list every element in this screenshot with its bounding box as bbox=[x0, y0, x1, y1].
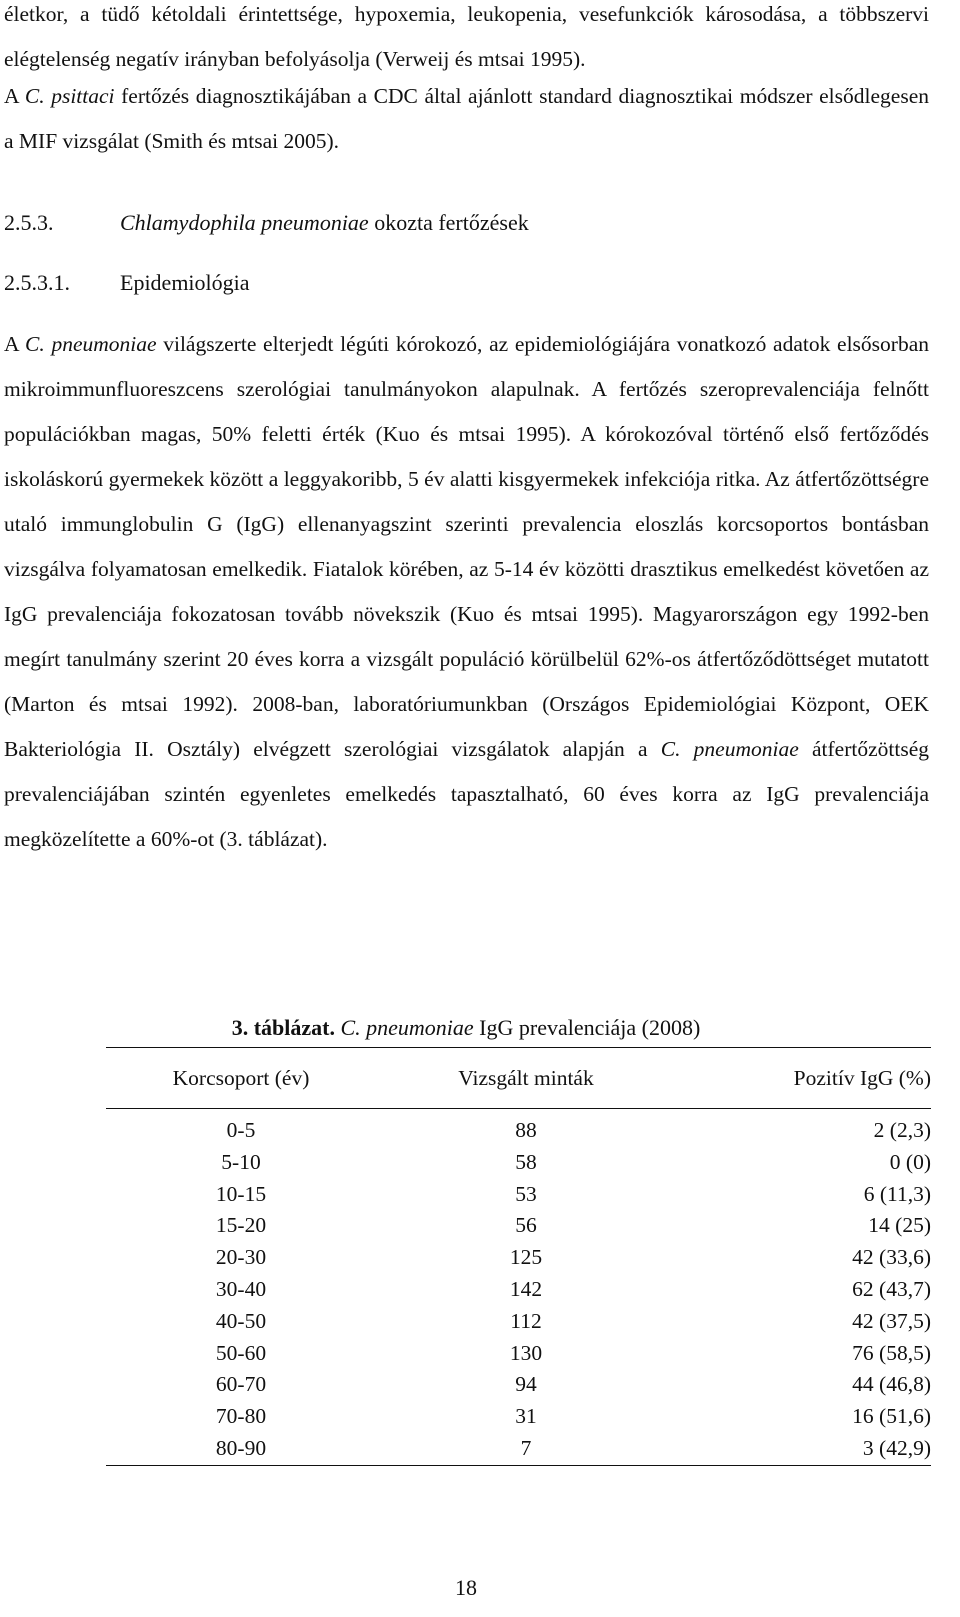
cell-positive-igg: 14 (25) bbox=[868, 1213, 931, 1238]
cell-age-group: 10-15 bbox=[215, 1181, 267, 1206]
cell-positive-igg: 42 (33,6) bbox=[852, 1245, 931, 1270]
cell-positive-igg: 2 (2,3) bbox=[873, 1118, 931, 1142]
table-row bbox=[106, 1338, 931, 1370]
cell-age-group: 20-30 bbox=[215, 1245, 267, 1270]
cell-samples: 112 bbox=[510, 1308, 542, 1333]
paragraph-2-prefix: A bbox=[4, 84, 25, 108]
cell-samples: 125 bbox=[509, 1245, 543, 1270]
cell-age-group: 80-90 bbox=[106, 1433, 376, 1465]
table-row bbox=[106, 1274, 931, 1306]
paragraph-2-text: fertőzés diagnosztikájában a CDC által ajánlott standard diagnosztikai módszer elsődlegesen a MIF vizsgálat (Smith és mtsai 2005). bbox=[4, 84, 929, 153]
cell-positive-igg: 42 (37,5) bbox=[852, 1308, 931, 1333]
table-caption-text: IgG prevalenciája (2008) bbox=[473, 1015, 701, 1040]
paragraph-2-species: C. psittaci bbox=[24, 84, 115, 108]
table-row bbox=[106, 1306, 931, 1338]
cell-samples: 94 bbox=[515, 1372, 537, 1397]
paragraph-2 bbox=[4, 74, 929, 164]
paragraph-1-text: életkor, a tüdő kétoldali érintettsége, hypoxemia, leukopenia, vesefunkciók károsodása, a többszervi elégtelenség negatív irányban befolyásolja (Verweij és mtsai 1995). bbox=[4, 2, 929, 71]
cell-samples: 53 bbox=[515, 1181, 537, 1206]
paragraph-3-text-1: világszerte elterjedt légúti kórokozó, az epidemiológiájára vonatkozó adatok elsősorban mikroimmunfluoreszcens szerológiai tanulmányokon alapulnak. A fertőzés szeroprevalenciája felnőtt populációkban magas, 50% feletti érték (Kuo és mtsai 1995). A kórokozóval történő első fertőződés iskoláskorú gyermekek között a leggyakoribb, 5 év alatti kisgyermekek infekciója ritka. Az átfertőzöttségre utaló immunglobulin G (IgG) ellenanyagszint szerinti prevalencia eloszlás korcsoportos bontásban vizsgálva folyamatosan emelkedik. Fiatalok körében, az 5-14 év közötti drasztikus emelkedést követően az IgG prevalenciája fokozatosan tovább növekszik (Kuo és mtsai 1995). Magyarországon egy 1992-ben megírt tanulmány szerint 20 éves korra a vizsgált populáció körülbelül 62%-os átfertőződöttséget mutatott (Marton és mtsai 1992). 2008-ban, laboratóriumunkban (Országos Epidemiológiai Központ, OEK Bakteriológia II. Osztály) elvégzett szerológiai vizsgálatok alapján a bbox=[4, 332, 929, 761]
section-heading bbox=[4, 208, 529, 238]
subsection-number: 2.5.3.1. bbox=[4, 270, 70, 295]
cell-age-group: 5-10 bbox=[221, 1149, 261, 1174]
header-samples: Vizsgált minták bbox=[376, 1048, 676, 1109]
cell-positive-igg: 44 (46,8) bbox=[852, 1372, 931, 1397]
cell-age-group: 40-50 bbox=[215, 1308, 267, 1333]
prevalence-table bbox=[106, 1047, 931, 1466]
paragraph-3-species-2: C. pneumoniae bbox=[660, 737, 799, 761]
header-positive-igg: Pozitív IgG (%) bbox=[676, 1048, 931, 1109]
paragraph-1 bbox=[4, 0, 929, 82]
cell-samples: 142 bbox=[509, 1276, 543, 1301]
table-row bbox=[106, 1210, 931, 1242]
section-number: 2.5.3. bbox=[4, 210, 54, 235]
table-row bbox=[106, 1242, 931, 1274]
cell-age-group: 60-70 bbox=[215, 1372, 267, 1397]
table-header-row bbox=[106, 1048, 931, 1109]
table-row bbox=[106, 1401, 931, 1433]
table-caption-species: C. pneumoniae bbox=[340, 1015, 474, 1040]
paragraph-3-text-2: átfertőzöttség prevalenciájában szintén egyenletes emelkedés tapasztalható, 60 éves korra az IgG prevalenciája megközelítette a 60%-ot (3. táblázat). bbox=[4, 737, 929, 851]
cell-age-group: 15-20 bbox=[215, 1213, 267, 1238]
cell-samples: 58 bbox=[515, 1149, 537, 1174]
paragraph-3-prefix: A bbox=[4, 332, 26, 356]
subsection-title: Epidemiológia bbox=[120, 270, 250, 295]
cell-positive-igg: 3 (42,9) bbox=[676, 1433, 931, 1465]
subsection-heading bbox=[4, 268, 250, 298]
table-row bbox=[106, 1369, 931, 1401]
paragraph-3 bbox=[4, 322, 929, 862]
section-heading-text: okozta fertőzések bbox=[368, 210, 529, 235]
page-number: 18 bbox=[455, 1575, 477, 1600]
table-body bbox=[106, 1109, 931, 1466]
table-row bbox=[106, 1147, 931, 1179]
cell-positive-igg: 62 (43,7) bbox=[852, 1276, 931, 1301]
cell-positive-igg: 0 (0) bbox=[889, 1149, 931, 1174]
table-row bbox=[106, 1179, 931, 1211]
cell-positive-igg: 16 (51,6) bbox=[852, 1404, 931, 1429]
table-caption bbox=[0, 1013, 932, 1043]
cell-age-group: 50-60 bbox=[215, 1340, 267, 1365]
cell-age-group: 70-80 bbox=[215, 1404, 267, 1429]
cell-age-group: 30-40 bbox=[215, 1276, 267, 1301]
cell-samples: 130 bbox=[509, 1340, 543, 1365]
cell-age-group: 0-5 bbox=[226, 1118, 256, 1142]
table-row bbox=[106, 1109, 931, 1147]
cell-samples: 56 bbox=[515, 1213, 537, 1238]
cell-samples: 7 bbox=[376, 1433, 676, 1465]
header-age-group: Korcsoport (év) bbox=[106, 1048, 376, 1109]
cell-samples: 31 bbox=[515, 1404, 537, 1429]
cell-positive-igg: 76 (58,5) bbox=[852, 1340, 931, 1365]
table-caption-label: 3. táblázat. bbox=[231, 1015, 335, 1040]
section-heading-species: Chlamydophila pneumoniae bbox=[120, 210, 369, 235]
paragraph-3-species-1: C. pneumoniae bbox=[25, 332, 157, 356]
cell-positive-igg: 6 (11,3) bbox=[863, 1181, 931, 1206]
cell-samples: 88 bbox=[515, 1118, 537, 1142]
table-row bbox=[106, 1433, 931, 1465]
